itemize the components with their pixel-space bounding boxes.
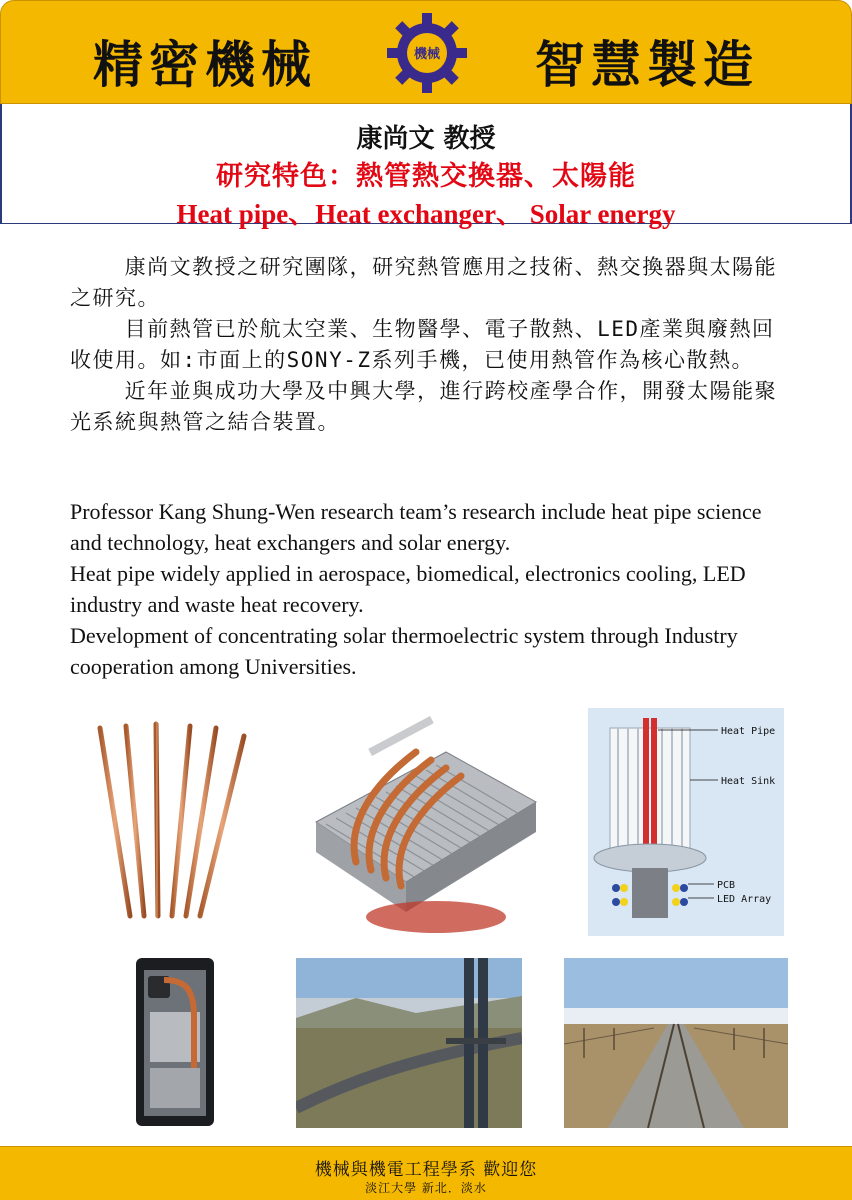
diagram-label-pcb: PCB	[717, 880, 736, 891]
description-zh	[70, 252, 782, 438]
description-en-paragraph: Heat pipe widely applied in aerospace, biomedical, electronics cooling, LED industry and waste heat recovery.	[70, 561, 746, 617]
header-title-left: 精密機械	[93, 35, 317, 94]
title-box	[0, 104, 852, 229]
description-zh-paragraph: 近年並與成功大學及中興大學，進行跨校產學合作，開發太陽能聚光系統與熱管之結合裝置。	[70, 379, 778, 434]
description-zh-paragraph: 康尚文教授之研究團隊，研究熱管應用之技術、熱交換器與太陽能之研究。	[70, 255, 778, 310]
research-topic-zh: 研究特色：熱管熱交換器、太陽能	[216, 161, 636, 192]
department-gear-logo	[385, 11, 469, 95]
heat-sink-photo	[296, 712, 544, 940]
description-en-paragraph: Development of concentrating solar thermoelectric system through Industry cooperation among Universities.	[70, 623, 738, 679]
professor-name: 康尚文 教授	[356, 124, 496, 154]
heat-pipes-photo	[92, 718, 252, 923]
logo-text: 機械	[413, 47, 441, 62]
railway-photo	[564, 958, 788, 1128]
header-banner	[0, 0, 852, 104]
footer-department: 機械與機電工程學系 歡迎您	[314, 1160, 538, 1180]
header-title-right: 智慧製造	[535, 35, 759, 94]
footer-university: 淡江大學 新北．淡水	[365, 1181, 487, 1195]
diagram-label-heat-pipe: Heat Pipe	[721, 726, 776, 737]
footer-banner	[0, 1146, 852, 1200]
diagram-label-heat-sink: Heat Sink	[721, 776, 776, 787]
description-en	[70, 496, 790, 682]
diagram-label-led-array: LED Array	[717, 894, 772, 905]
phone-internals-photo	[134, 956, 216, 1128]
description-en-paragraph: Professor Kang Shung-Wen research team’s research include heat pipe science and technology, heat exchangers and solar energy.	[70, 499, 762, 555]
pipeline-photo	[296, 958, 522, 1128]
description-zh-paragraph: 目前熱管已於航太空業、生物醫學、電子散熱、LED產業與廢熱回收使用。如:市面上的SONY-Z系列手機，已使用熱管作為核心散熱。	[70, 317, 775, 372]
led-heat-pipe-diagram	[588, 708, 784, 936]
research-topic-en: Heat pipe、Heat exchanger、 Solar energy	[176, 199, 676, 229]
